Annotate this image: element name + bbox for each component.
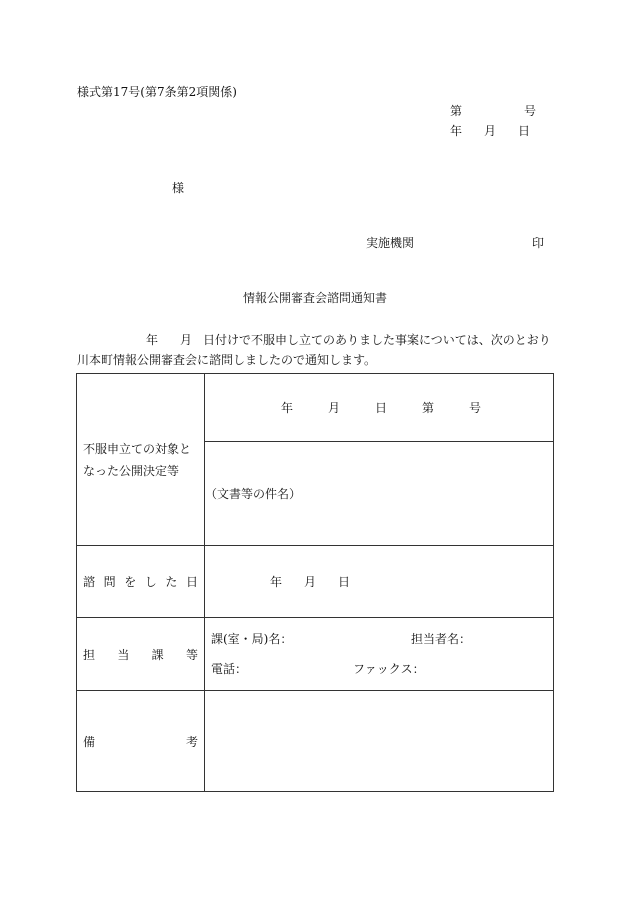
department-detail-cell: [205, 618, 554, 691]
table-row-remarks: [77, 691, 554, 792]
recipient-honorific: 様: [172, 181, 185, 195]
subject-placeholder: （文書等の件名）: [205, 487, 302, 501]
consult-year-label: 年: [270, 575, 283, 589]
subject-label-cell: [77, 374, 205, 546]
department-line-2: [205, 662, 553, 676]
document-number-line: [450, 104, 536, 118]
decision-year-label: 年: [281, 401, 294, 415]
department-line-1: [205, 632, 553, 646]
remarks-char: 備: [83, 734, 96, 749]
department-label-cell: [77, 618, 205, 691]
consult-char: 諮: [83, 575, 96, 589]
consult-date-cell: [205, 546, 554, 618]
paragraph-line-2: 川本町情報公開審査会に諮問しましたので通知します。: [77, 353, 377, 367]
consult-char: を: [124, 575, 137, 589]
department-label: [77, 646, 204, 663]
remarks-cell: [205, 691, 554, 792]
para-year-label: 年: [145, 333, 158, 347]
consult-day-label: 日: [337, 575, 350, 589]
issue-day-label: 日: [517, 124, 530, 138]
seal-mark: 印: [532, 236, 545, 250]
decision-date-number: [281, 399, 481, 416]
subject-name-cell: [205, 442, 554, 546]
remarks-char: 考: [185, 734, 198, 749]
consult-date-label: [77, 573, 204, 590]
person-in-charge-label: 担当者名：: [411, 632, 472, 646]
table-row-decision-date: [77, 374, 554, 442]
issue-date-line: [450, 124, 530, 138]
notice-paragraph: [77, 330, 555, 370]
consult-month-label: 月: [303, 575, 316, 589]
dept-char: 課: [151, 647, 164, 662]
issue-month-label: 月: [483, 124, 496, 138]
number-prefix: 第: [450, 104, 463, 118]
subject-label-line-2: なった公開決定等: [83, 463, 180, 478]
decision-day-label: 日: [374, 401, 387, 415]
form-number-title: 様式第17号(第7条第2項関係): [77, 85, 237, 99]
decision-no-suffix: 号: [468, 401, 481, 415]
remarks-label: [77, 733, 204, 750]
phone-label: 電話：: [211, 662, 248, 676]
document-title: 情報公開審査会諮問通知書: [242, 291, 387, 305]
dept-char: 担: [83, 647, 96, 662]
consult-date-label-cell: [77, 546, 205, 618]
dept-char: 当: [117, 647, 130, 662]
decision-month-label: 月: [327, 401, 340, 415]
consult-char: 日: [185, 575, 198, 589]
fax-label: ファックス：: [353, 662, 425, 676]
department-name-label: 課(室・局)名：: [211, 632, 293, 646]
para-month-label: 月: [179, 333, 192, 347]
consult-char: 問: [103, 575, 116, 589]
consult-char: た: [165, 575, 178, 589]
issue-year-label: 年: [450, 124, 463, 138]
dept-char: 等: [185, 647, 198, 662]
consult-char: し: [144, 575, 157, 589]
subject-label-line-1: 不服申立ての対象と: [83, 441, 192, 456]
decision-no-prefix: 第: [421, 401, 434, 415]
paragraph-line-1: [77, 330, 555, 350]
decision-date-cell: [205, 374, 554, 442]
consultation-table: [76, 373, 554, 792]
consult-date-value: [270, 573, 350, 590]
agency-label: 実施機関: [366, 236, 415, 250]
subject-label: [77, 438, 204, 482]
table-row-department: [77, 618, 554, 691]
number-suffix: 号: [523, 104, 536, 118]
para-line1-text: 日付けで不服申し立てのありました事案については、次のとおり: [203, 333, 551, 347]
remarks-label-cell: [77, 691, 205, 792]
table-row-consult-date: [77, 546, 554, 618]
